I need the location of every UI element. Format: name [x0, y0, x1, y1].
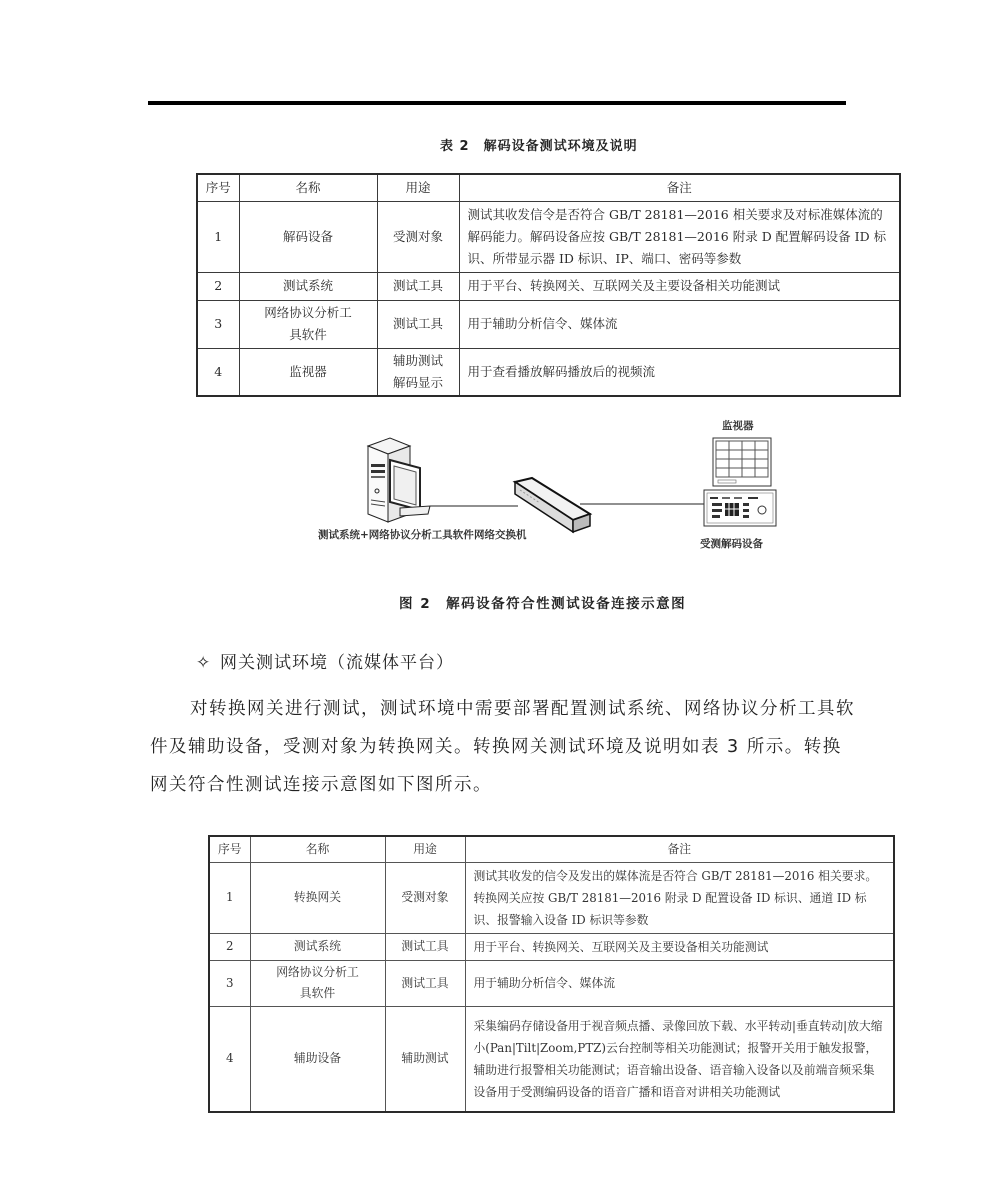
cell-note: 用于平台、转换网关、互联网关及主要设备相关功能测试	[459, 272, 900, 300]
table2-caption: 表 2 解码设备测试环境及说明	[440, 139, 638, 154]
cell-name: 转换网关	[250, 862, 385, 933]
switch-label: 网络交换机	[474, 529, 527, 541]
header-cell-purpose: 用途	[377, 174, 459, 201]
decoder-device-icon	[704, 490, 776, 526]
cell-purpose: 辅助测试解码显示	[377, 348, 459, 396]
monitor-icon	[713, 438, 771, 486]
cell-purpose: 测试工具	[385, 960, 465, 1006]
table-row	[197, 272, 900, 300]
cell-name: 测试系统	[239, 272, 377, 300]
table-row	[197, 201, 900, 272]
cell-no: 2	[209, 933, 250, 960]
cell-name: 测试系统	[250, 933, 385, 960]
header-cell-no: 序号	[209, 836, 250, 862]
header-cell-note: 备注	[465, 836, 894, 862]
table2	[196, 173, 901, 397]
cell-no: 3	[197, 300, 239, 348]
table-row	[209, 960, 894, 1006]
diamond-bullet-icon: ✧	[196, 653, 212, 673]
computer-icon	[368, 438, 430, 522]
header-cell-name: 名称	[239, 174, 377, 201]
cell-note: 用于辅助分析信令、媒体流	[459, 300, 900, 348]
cell-no: 3	[209, 960, 250, 1006]
table-row	[209, 862, 894, 933]
cell-name: 辅助设备	[250, 1006, 385, 1112]
cell-purpose: 受测对象	[377, 201, 459, 272]
header-rule	[148, 101, 846, 105]
header-cell-name: 名称	[250, 836, 385, 862]
cell-purpose: 受测对象	[385, 862, 465, 933]
cell-no: 1	[197, 201, 239, 272]
cell-note: 测试其收发的信令及发出的媒体流是否符合 GB/T 28181—2016 相关要求。转换网关应按 GB/T 28181—2016 附录 D 配置设备 ID 标识、通道 ID 标识、报警输入设备 ID 标识等参数	[465, 862, 894, 933]
cell-note: 用于平台、转换网关、互联网关及主要设备相关功能测试	[465, 933, 894, 960]
decoder-label: 受测解码设备	[700, 538, 763, 550]
network-switch-icon	[515, 478, 590, 532]
cell-note: 用于辅助分析信令、媒体流	[465, 960, 894, 1006]
table3-header-row	[209, 836, 894, 862]
cell-no: 4	[197, 348, 239, 396]
cell-name: 解码设备	[239, 201, 377, 272]
cell-name: 监视器	[239, 348, 377, 396]
header-cell-no: 序号	[197, 174, 239, 201]
cell-note: 采集编码存储设备用于视音频点播、录像回放下载、水平转动|垂直转动|放大缩小(Pan|Tilt|Zoom,PTZ)云台控制等相关功能测试；报警开关用于触发报警，辅助进行报警相关功能测试；语音输出设备、语音输入设备以及前端音频采集设备用于受测编码设备的语音广播和语音对讲相关功能测试	[465, 1006, 894, 1112]
header-cell-purpose: 用途	[385, 836, 465, 862]
cell-purpose: 测试工具	[377, 272, 459, 300]
monitor-label: 监视器	[722, 420, 754, 432]
table3	[208, 835, 895, 1113]
cell-no: 4	[209, 1006, 250, 1112]
cell-purpose: 辅助测试	[385, 1006, 465, 1112]
table-row	[209, 1006, 894, 1112]
cell-name: 网络协议分析工具软件	[250, 960, 385, 1006]
pc-label: 测试系统+网络协议分析工具软件	[318, 529, 474, 541]
cell-name: 网络协议分析工具软件	[239, 300, 377, 348]
table-row	[209, 933, 894, 960]
header-cell-note: 备注	[459, 174, 900, 201]
cell-purpose: 测试工具	[385, 933, 465, 960]
table-row	[197, 300, 900, 348]
cell-no: 2	[197, 272, 239, 300]
cell-note: 用于查看播放解码播放后的视频流	[459, 348, 900, 396]
figure2-caption: 图 2 解码设备符合性测试设备连接示意图	[399, 596, 687, 612]
section-heading	[196, 648, 454, 673]
section-heading-text: 网关测试环境（流媒体平台）	[220, 653, 454, 673]
body-paragraph: 对转换网关进行测试，测试环境中需要部署配置测试系统、网络协议分析工具软件及辅助设备，受测对象为转换网关。转换网关测试环境及说明如表 3 所示。转换网关符合性测试连接示意图如下图所示。	[150, 699, 855, 795]
table-row	[197, 348, 900, 396]
cell-note: 测试其收发信令是否符合 GB/T 28181—2016 相关要求及对标准媒体流的解码能力。解码设备应按 GB/T 28181—2016 附录 D 配置解码设备 ID 标识、所带显示器 ID 标识、IP、端口、密码等参数	[459, 201, 900, 272]
cell-no: 1	[209, 862, 250, 933]
cell-purpose: 测试工具	[377, 300, 459, 348]
table2-header-row	[197, 174, 900, 201]
